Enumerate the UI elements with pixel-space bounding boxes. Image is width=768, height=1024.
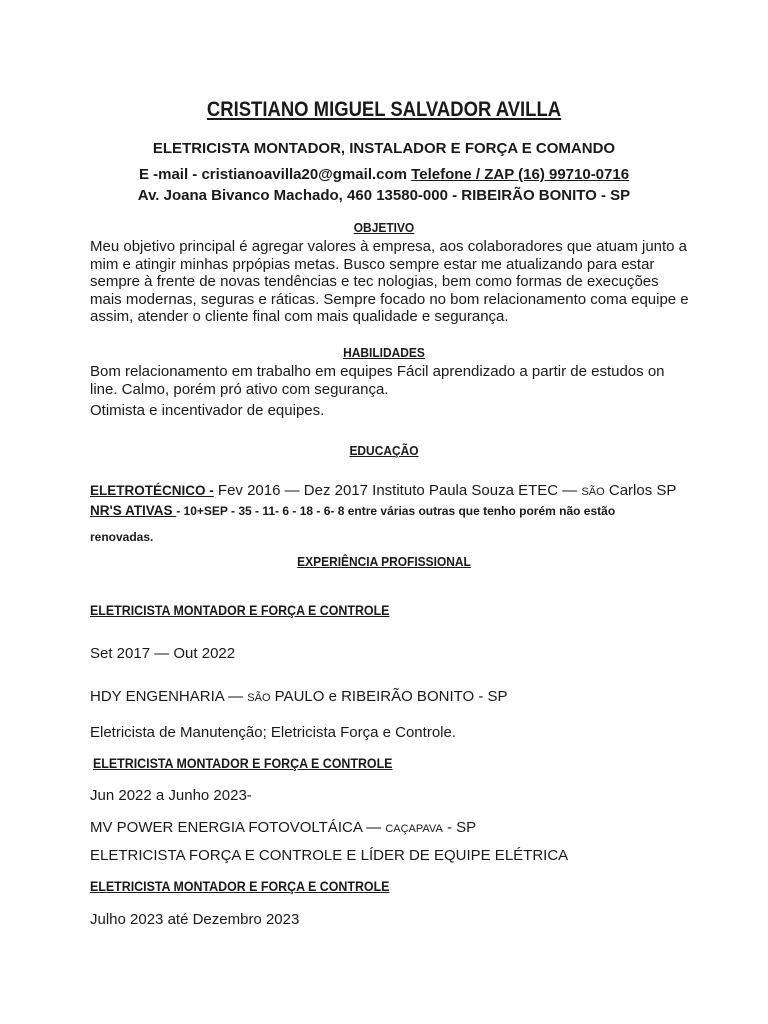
job-title: ELETRICISTA MONTADOR E FORÇA E CONTROLE [90,879,390,894]
course-detail-a: Fev 2016 — Dez 2017 Instituto Paula Souza ETEC — [213,482,582,499]
habilidades-text-2: Otimista e incentivador de equipes. [90,402,325,419]
job-company [90,688,508,705]
company-sc: são [247,688,271,705]
contact-line [0,166,768,183]
nrs-entry [90,502,615,519]
job-period: Julho 2023 até Dezembro 2023 [90,911,300,928]
education-entry [90,482,676,499]
job-period: Jun 2022 a Junho 2023- [90,787,252,804]
candidate-role: ELETRICISTA MONTADOR, INSTALADOR E FORÇA E COMANDO [152,140,616,157]
company-a: HDY ENGENHARIA — [90,688,248,705]
job-description: ELETRICISTA FORÇA E CONTROLE E LÍDER DE EQUIPE ELÉTRICA [90,847,569,864]
company-b: - SP [442,819,477,836]
course-detail-b: Carlos SP [604,482,677,499]
course-label: ELETROTÉCNICO - [90,483,214,498]
job-title: ELETRICISTA MONTADOR E FORÇA E CONTROLE [93,756,393,771]
nrs-label: NR'S ATIVAS [90,503,177,518]
company-b: PAULO e RIBEIRÃO BONITO - SP [270,688,508,705]
educacao-title: EDUCAÇÃO [349,443,419,458]
objetivo-text: Meu objetivo principal é agregar valores à empresa, aos colaboradores que atuam junto a mim e atingir minhas prpópias metas. Busco sempre estar me atualizando para estar sempre à frente de novas tendências e tec nologias, bem como formas de execuções mais modernas, seguras e ráticas. Sempre focado no bom relacionamento coma equipe e assim, atender o cliente final com mais qualidade e segurança. [90,238,689,325]
job-company [90,819,476,836]
candidate-name: CRISTIANO MIGUEL SALVADOR AVILLA [206,98,562,121]
job-description: Eletricista de Manutenção; Eletricista Força e Controle. [90,724,456,741]
course-detail-sc: são [581,482,605,499]
nrs-detail-2: renovadas. [90,530,154,544]
phone-text: Telefone / ZAP (16) 99710-0716 [411,166,630,183]
company-sc: caçapava [385,819,443,836]
habilidades-text: Bom relacionamento em trabalho em equipes Fácil aprendizado a partir de estudos on line. Calmo, porém pró ativo com segurança. [90,363,665,398]
nrs-detail: - 10+SEP - 35 - 11- 6 - 18 - 6- 8 entre várias outras que tenho porém não estão [176,504,616,518]
habilidades-title: HABILIDADES [343,345,425,360]
company-a: MV POWER ENERGIA FOTOVOLTÁICA — [90,819,386,836]
email-text: E -mail - cristianoavilla20@gmail.com [138,166,407,183]
job-period: Set 2017 — Out 2022 [90,645,236,662]
address-line: Av. Joana Bivanco Machado, 460 13580-000 - RIBEIRÃO BONITO - SP [137,187,631,204]
experiencia-title: EXPERIÊNCIA PROFISSIONAL [297,554,471,569]
objetivo-title: OBJETIVO [353,220,415,235]
job-title: ELETRICISTA MONTADOR E FORÇA E CONTROLE [90,603,390,618]
